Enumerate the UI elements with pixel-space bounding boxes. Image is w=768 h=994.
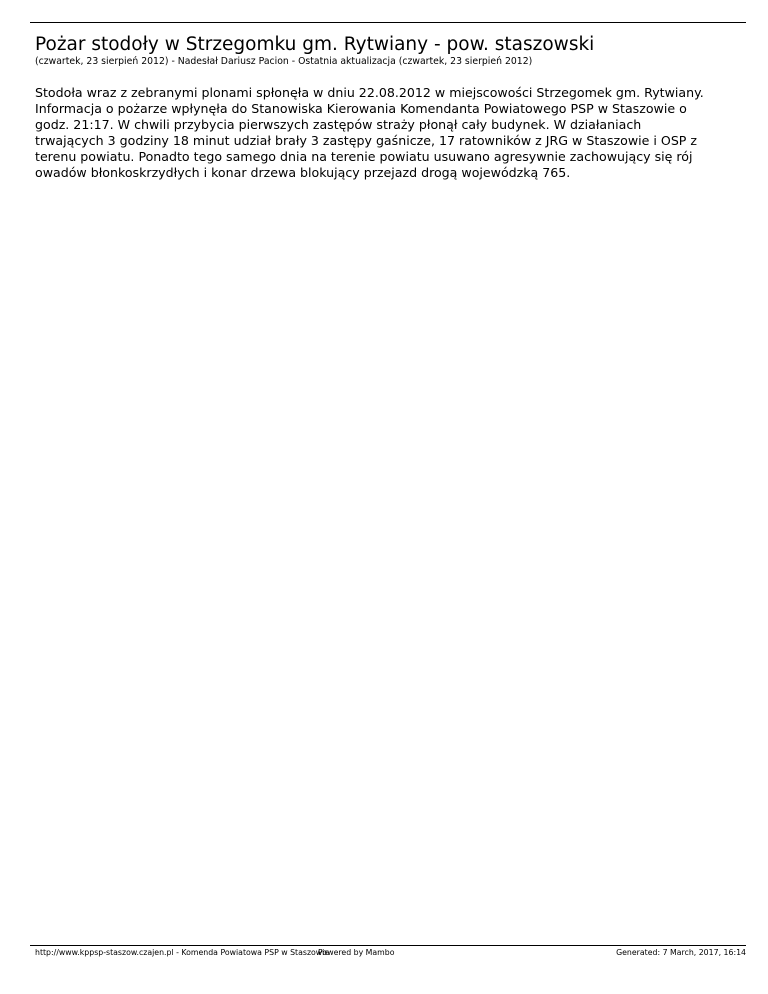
footer-divider	[30, 945, 746, 946]
article-meta: (czwartek, 23 sierpień 2012) - Nadesłał Dariusz Pacion - Ostatnia aktualizacja (czwartek, 23 sierpień 2012)	[35, 56, 533, 67]
article-title: Pożar stodoły w Strzegomku gm. Rytwiany - pow. staszowski	[35, 34, 595, 55]
footer-powered-by: Powered by Mambo	[318, 948, 395, 957]
header-divider	[30, 22, 746, 23]
article-body: Stodoła wraz z zebranymi plonami spłonęła w dniu 22.08.2012 w miejscowości Strzegomek gm. Rytwiany. Informacja o pożarze wpłynęła do Stanowiska Kierowania Komendanta Powiatowego PSP w Staszowie o godz. 21:17. W chwili przybycia pierwszych zastępów straży płonął cały budynek. W działaniach trwających 3 godziny 18 minut udział brały 3 zastępy gaśnicze, 17 ratowników z JRG w Staszowie i OSP z terenu powiatu. Ponadto tego samego dnia na terenie powiatu usuwano agresywnie zachowujący się rój owadów błonkoskrzydłych i konar drzewa blokujący przejazd drogą wojewódzką 765.	[35, 85, 704, 180]
footer-source-link[interactable]: http://www.kppsp-staszow.czajen.pl - Komenda Powiatowa PSP w Staszowie	[35, 948, 330, 957]
footer-generated-date: Generated: 7 March, 2017, 16:14	[616, 948, 746, 957]
